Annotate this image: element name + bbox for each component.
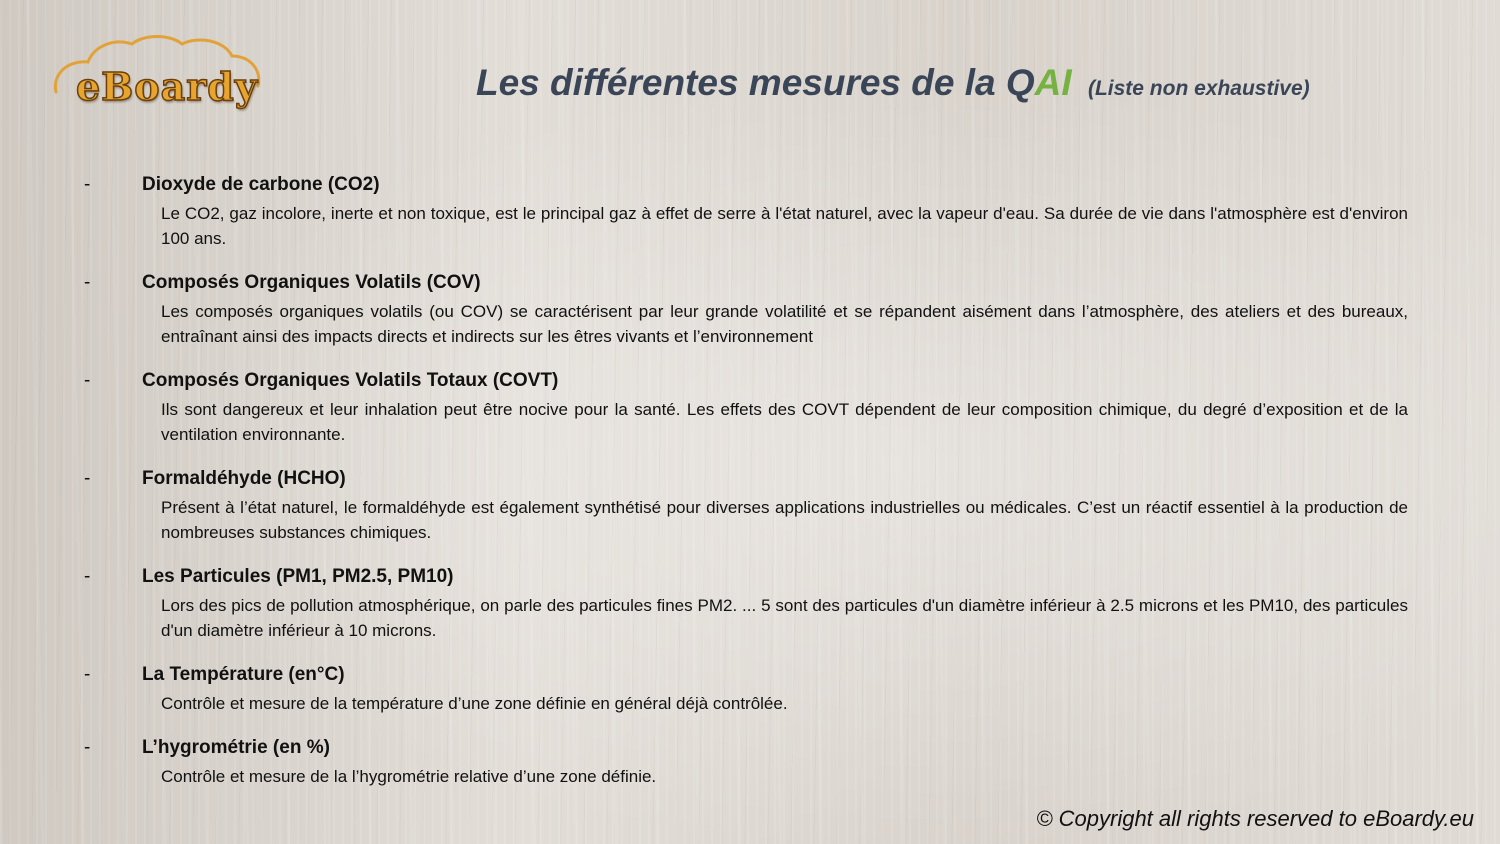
bullet-dash: -	[84, 272, 91, 293]
eboardy-logo	[48, 30, 268, 120]
copyright-footer: © Copyright all rights reserved to eBoardy.eu	[1036, 806, 1474, 831]
item-description: Le CO2, gaz incolore, inerte et non toxique, est le principal gaz à effet de serre à l'état naturel, avec la vapeur d'eau. Sa durée de vie dans l'atmosphère est d'environ 100 ans.	[161, 204, 1408, 248]
measures-list	[84, 174, 1408, 810]
item-description: Présent à l’état naturel, le formaldéhyde est également synthétisé pour diverses applications industrielles ou médicales. C’est un réactif essentiel à la production de nombreuses substances chimiques.	[161, 498, 1408, 542]
list-item	[84, 468, 1408, 545]
item-title: Les Particules (PM1, PM2.5, PM10)	[142, 566, 454, 587]
bullet-dash: -	[84, 566, 91, 587]
item-title: Composés Organiques Volatils Totaux (COVT)	[142, 370, 559, 391]
bullet-dash: -	[84, 468, 91, 489]
item-description: Lors des pics de pollution atmosphérique, on parle des particules fines PM2. ... 5 sont des particules d'un diamètre inférieur à 2.5 microns et les PM10, des particules d'un diamètre inférieur à 10 microns.	[161, 596, 1408, 640]
logo-text: eBoardy	[76, 64, 258, 109]
bullet-dash: -	[84, 737, 91, 758]
list-item	[84, 370, 1408, 447]
list-item	[84, 737, 1408, 789]
item-title: L’hygrométrie (en %)	[142, 737, 330, 758]
bullet-dash: -	[84, 664, 91, 685]
item-description: Ils sont dangereux et leur inhalation peut être nocive pour la santé. Les effets des COVT dépendent de leur composition chimique, du degré d’exposition et de la ventilation environnante.	[161, 400, 1408, 444]
list-item	[84, 272, 1408, 349]
list-item	[84, 174, 1408, 251]
page-title	[476, 62, 1310, 104]
bullet-dash: -	[84, 174, 91, 195]
bullet-dash: -	[84, 370, 91, 391]
item-title: Dioxyde de carbone (CO2)	[142, 174, 380, 195]
item-title: Formaldéhyde (HCHO)	[142, 468, 346, 489]
title-accent: AI	[1034, 62, 1072, 103]
item-description: Les composés organiques volatils (ou COV) se caractérisent par leur grande volatilité et se répandent aisément dans l’atmosphère, des ateliers et des bureaux, entraînant ainsi des impacts directs et indirects sur les êtres vivants et l’environnement	[161, 302, 1408, 346]
item-title: La Température (en°C)	[142, 664, 345, 685]
title-subtitle: (Liste non exhaustive)	[1087, 77, 1310, 100]
list-item	[84, 566, 1408, 643]
list-item	[84, 664, 1408, 716]
item-description: Contrôle et mesure de la température d’une zone définie en général déjà contrôlée.	[161, 694, 788, 713]
item-title: Composés Organiques Volatils (COV)	[142, 272, 481, 293]
title-main: Les différentes mesures de la Q	[476, 62, 1035, 103]
item-description: Contrôle et mesure de la l’hygrométrie relative d’une zone définie.	[161, 767, 657, 786]
